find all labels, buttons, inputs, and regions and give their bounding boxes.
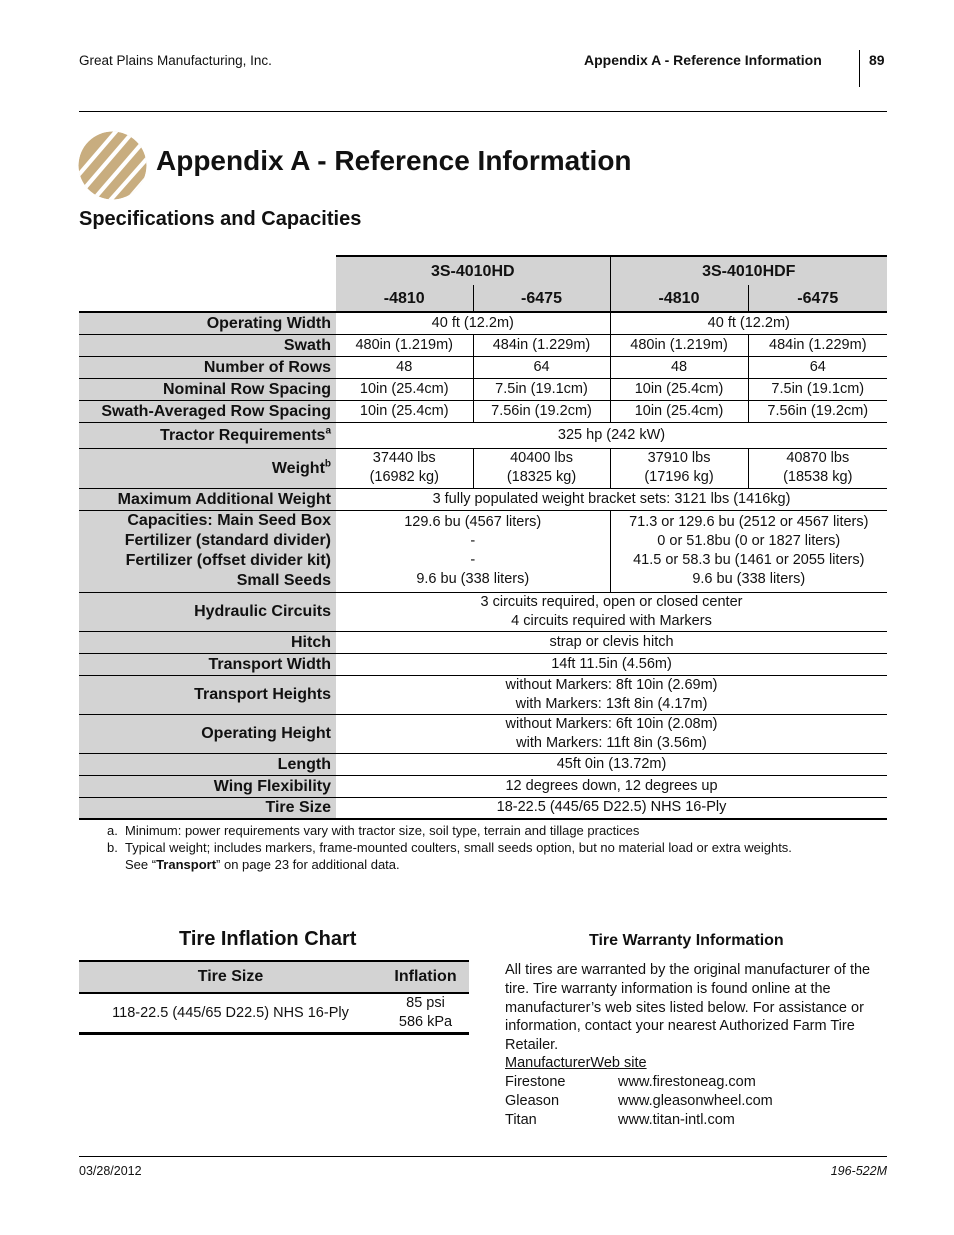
manufacturer-website: www.titan-intl.com: [618, 1112, 735, 1128]
footnote-a-mark: a.: [107, 823, 118, 838]
cell-value: 325 hp (242 kW): [336, 422, 887, 448]
table-row: [79, 400, 887, 422]
tire-inflation-table: [79, 960, 469, 1035]
cell-value: 40 ft (12.2m): [336, 312, 610, 334]
tire-size-value: 118-22.5 (445/65 D22.5) NHS 16-Ply: [79, 993, 382, 1034]
header-company: Great Plains Manufacturing, Inc.: [79, 53, 272, 68]
tire-warranty-body: All tires are warranted by the original manufacturer of the tire. Tire warranty information is found online at the manufacturer’s web sites listed below. For assistance or information, contact your nearest Authorized Farm Tire Retailer.: [505, 962, 871, 1054]
table-row: [79, 631, 887, 653]
col-tire-size: Tire Size: [79, 961, 382, 993]
variant-header: -6475: [473, 285, 610, 312]
cell-value: 484in (1.229m): [748, 334, 887, 356]
table-row: [79, 334, 887, 356]
row-label: Tire Size: [79, 797, 336, 819]
section-subtitle: Specifications and Capacities: [79, 208, 362, 230]
specifications-table: [79, 255, 887, 820]
manufacturer-website: www.firestoneag.com: [618, 1074, 756, 1090]
great-plains-logo-icon: [78, 131, 147, 200]
table-row: [79, 993, 469, 1034]
row-label: Operating Width: [79, 312, 336, 334]
cell-value: 7.56in (19.2cm): [748, 400, 887, 422]
row-label: Length: [79, 753, 336, 775]
col-inflation: Inflation: [382, 961, 469, 993]
variant-header-row: [79, 285, 887, 312]
manufacturer-name: Gleason: [505, 1093, 560, 1109]
table-row: [79, 488, 887, 510]
table-row: [79, 448, 887, 488]
model-header-hd: 3S-4010HD: [336, 256, 610, 285]
cell-value: 71.3 or 129.6 bu (2512 or 4567 liters) 0 or 51.8bu (0 or 1827 liters) 41.5 or 58.3 bu (1461 or 2055 liters) 9.6 bu (338 liters): [610, 510, 887, 592]
tire-table-header: [79, 961, 469, 993]
table-row: [79, 422, 887, 448]
tire-inflation-title: Tire Inflation Chart: [179, 928, 357, 950]
footnote-b-mark: b.: [107, 840, 118, 855]
footnote-b-text: Typical weight; includes markers, frame-mounted coulters, small seeds option, but no material load or extra weights.: [125, 840, 792, 855]
page-title: Appendix A - Reference Information: [156, 145, 632, 176]
cell-value: 10in (25.4cm): [610, 378, 748, 400]
row-label: Swath-Averaged Row Spacing: [79, 400, 336, 422]
row-label: Transport Heights: [79, 675, 336, 714]
cell-value: 18-22.5 (445/65 D22.5) NHS 16-Ply: [336, 797, 887, 819]
variant-header: -6475: [748, 285, 887, 312]
row-label: Number of Rows: [79, 356, 336, 378]
footer-doc-number: 196-522M: [830, 1164, 887, 1178]
cell-value: 40400 lbs (18325 kg): [473, 448, 610, 488]
cell-value: 480in (1.219m): [336, 334, 473, 356]
cell-value: 129.6 bu (4567 liters) - - 9.6 bu (338 liters): [336, 510, 610, 592]
row-label: Hydraulic Circuits: [79, 592, 336, 631]
cell-value: 37440 lbs (16982 kg): [336, 448, 473, 488]
row-label: Nominal Row Spacing: [79, 378, 336, 400]
cell-value: 7.56in (19.2cm): [473, 400, 610, 422]
row-label: Operating Height: [79, 714, 336, 753]
table-row: [79, 753, 887, 775]
cell-value: 64: [748, 356, 887, 378]
cell-value: 12 degrees down, 12 degrees up: [336, 775, 887, 797]
cell-value: 3 circuits required, open or closed center 4 circuits required with Markers: [336, 592, 887, 631]
manufacturer-name: Titan: [505, 1112, 537, 1128]
header-rule: [79, 111, 887, 112]
header-divider: [859, 50, 860, 87]
cell-value: without Markers: 6ft 10in (2.08m) with Markers: 11ft 8in (3.56m): [336, 714, 887, 753]
transport-reference: Transport: [156, 857, 217, 872]
row-label: Capacities: Main Seed Box Fertilizer (standard divider) Fertilizer (offset divider kit) Small Seeds: [79, 510, 336, 592]
manufacturer-website: www.gleasonwheel.com: [618, 1093, 773, 1109]
model-header-row: [79, 256, 887, 285]
cell-value: 10in (25.4cm): [336, 378, 473, 400]
cell-value: 48: [336, 356, 473, 378]
table-row: [79, 510, 887, 592]
cell-value: 40870 lbs (18538 kg): [748, 448, 887, 488]
cell-value: 48: [610, 356, 748, 378]
table-row: [79, 653, 887, 675]
footer-rule: [79, 1156, 887, 1157]
cell-value: 45ft 0in (13.72m): [336, 753, 887, 775]
cell-value: strap or clevis hitch: [336, 631, 887, 653]
cell-value: 480in (1.219m): [610, 334, 748, 356]
footer-date: 03/28/2012: [79, 1164, 142, 1178]
footnote-marker: a: [325, 425, 331, 437]
row-label: Swath: [79, 334, 336, 356]
table-row: [79, 356, 887, 378]
cell-value: 40 ft (12.2m): [610, 312, 887, 334]
model-header-hdf: 3S-4010HDF: [610, 256, 887, 285]
variant-header: -4810: [610, 285, 748, 312]
manufacturer-name: Firestone: [505, 1074, 566, 1090]
row-label: Maximum Additional Weight: [79, 488, 336, 510]
row-label: Transport Width: [79, 653, 336, 675]
cell-value: 3 fully populated weight bracket sets: 3121 lbs (1416kg): [336, 488, 887, 510]
table-row: [79, 312, 887, 334]
row-label: Tractor Requirements$^a$: [79, 422, 336, 448]
cell-value: 14ft 11.5in (4.56m): [336, 653, 887, 675]
page-number: 89: [869, 52, 885, 68]
tire-warranty-title: Tire Warranty Information: [589, 932, 784, 949]
cell-value: 64: [473, 356, 610, 378]
cell-value: 484in (1.229m): [473, 334, 610, 356]
cell-value: 37910 lbs (17196 kg): [610, 448, 748, 488]
table-row: [79, 775, 887, 797]
cell-value: 7.5in (19.1cm): [473, 378, 610, 400]
footnote-a-text: Minimum: power requirements vary with tractor size, soil type, terrain and tillage practices: [125, 823, 640, 838]
footnote-marker: b: [324, 458, 331, 470]
row-label: Wing Flexibility: [79, 775, 336, 797]
inflation-value: 85 psi 586 kPa: [382, 993, 469, 1034]
header-section: Appendix A - Reference Information: [584, 52, 822, 68]
variant-header: -4810: [336, 285, 473, 312]
cell-value: without Markers: 8ft 10in (2.69m) with Markers: 13ft 8in (4.17m): [336, 675, 887, 714]
footnote-b-see: See “Transport” on page 23 for additional data.: [125, 857, 400, 872]
table-row: [79, 675, 887, 714]
table-row: [79, 797, 887, 819]
cell-value: 10in (25.4cm): [610, 400, 748, 422]
table-row: [79, 378, 887, 400]
cell-value: 7.5in (19.1cm): [748, 378, 887, 400]
table-row: [79, 714, 887, 753]
cell-value: 10in (25.4cm): [336, 400, 473, 422]
row-label: Weight$^b$: [79, 448, 336, 488]
manufacturer-list-header: ManufacturerWeb site: [505, 1055, 647, 1071]
table-row: [79, 592, 887, 631]
row-label: Hitch: [79, 631, 336, 653]
